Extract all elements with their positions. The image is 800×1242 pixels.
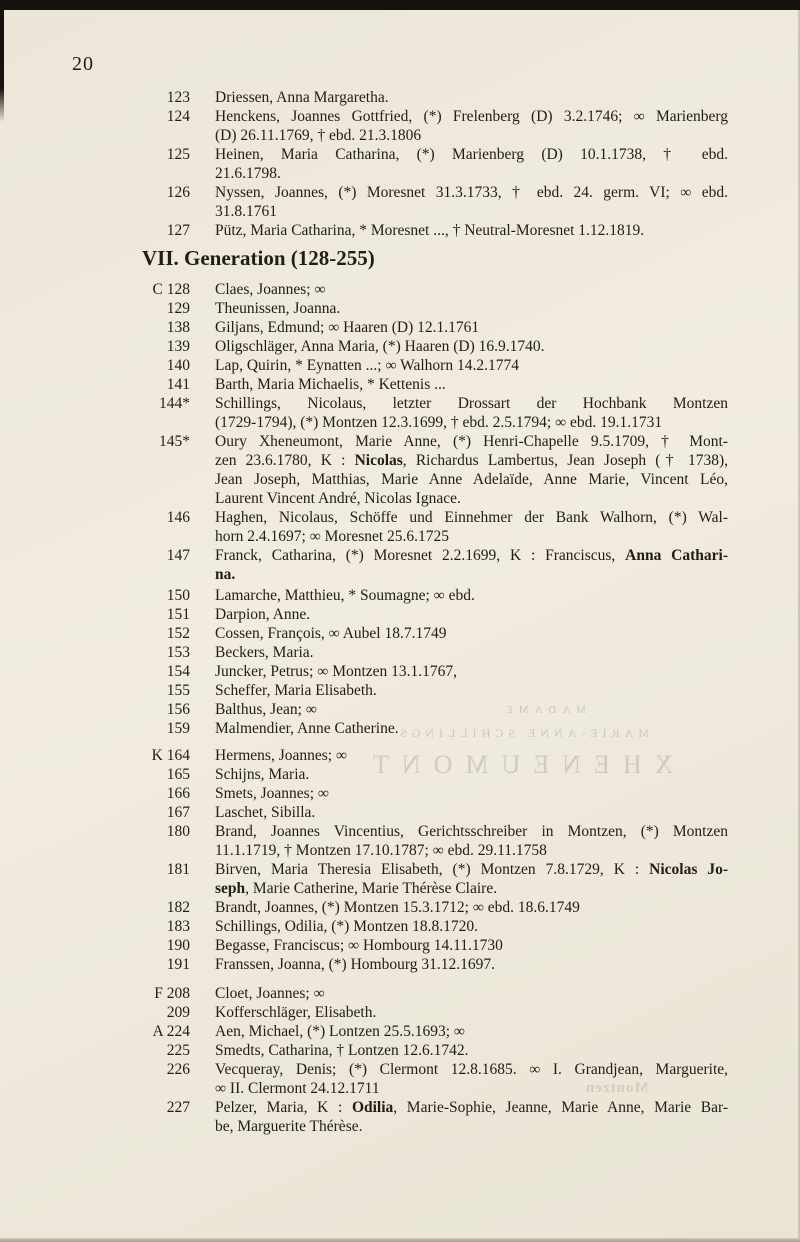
text-line: Aen, Michael, (*) Lontzen 25.5.1693; ∞ xyxy=(215,1023,465,1040)
text-line: Schijns, Maria. xyxy=(215,766,310,783)
text-line: Brand, Joannes Vincentius, Gerichtsschreiber in Montzen, (*) Montzen xyxy=(215,823,728,840)
entry-text xyxy=(215,936,728,955)
entry-text xyxy=(215,643,728,662)
text-line: seph, Marie Catherine, Marie Thérèse Claire. xyxy=(215,880,498,897)
text-line: 21.6.1798. xyxy=(215,165,281,182)
text-line: Nyssen, Joannes, (*) Moresnet 31.3.1733, † ebd. 24. germ. VI; ∞ ebd. xyxy=(215,184,728,201)
entry-text xyxy=(215,432,728,508)
entry-number: 147 xyxy=(166,547,190,564)
entry-list-generation-6-tail xyxy=(72,88,728,240)
entry-number: 153 xyxy=(166,644,190,661)
text-line: Cossen, François, ∞ Aubel 18.7.1749 xyxy=(215,625,447,642)
scan-edge-left xyxy=(0,10,4,122)
entry-row xyxy=(72,1022,728,1041)
text-line: Vecqueray, Denis; (*) Clermont 12.8.1685. ∞ I. Grandjean, Marguerite, xyxy=(215,1061,728,1078)
entry-row xyxy=(72,719,728,738)
entry-row xyxy=(72,1003,728,1022)
text-line: Jean Joseph, Matthias, Marie Anne Adelaïde, Anne Marie, Vincent Léo, xyxy=(215,471,728,488)
entry-text xyxy=(215,700,728,719)
entry-text xyxy=(215,337,728,356)
bleed-through-text: XHENEUMONT xyxy=(360,750,674,779)
entry-row xyxy=(72,624,728,643)
entry-row xyxy=(72,605,728,624)
entry-row xyxy=(72,221,728,240)
entry-number: 140 xyxy=(166,357,190,374)
entry-number: C 128 xyxy=(152,281,190,298)
entry-number: 209 xyxy=(166,1004,190,1021)
entry-text xyxy=(215,394,728,432)
bleed-through-text: MARIE-ANNE SCHILLINGS xyxy=(395,726,649,740)
entry-number: 190 xyxy=(166,937,190,954)
entry-text xyxy=(215,88,728,107)
text-line: Oligschläger, Anna Maria, (*) Haaren (D) 16.9.1740. xyxy=(215,338,545,355)
text-line: Lap, Quirin, * Eynatten ...; ∞ Walhorn 14.2.1774 xyxy=(215,357,519,374)
entry-row xyxy=(72,784,728,803)
entry-list-group-c xyxy=(72,280,728,584)
text-line: Laurent Vincent André, Nicolas Ignace. xyxy=(215,490,461,507)
entry-text xyxy=(215,1098,728,1136)
entry-row xyxy=(72,860,728,898)
text-line: ∞ II. Clermont 24.12.1711 xyxy=(215,1080,380,1097)
text-line: Haghen, Nicolaus, Schöffe und Einnehmer der Bank Walhorn, (*) Wal- xyxy=(215,509,728,526)
entry-number: 183 xyxy=(166,918,190,935)
entry-number: F 208 xyxy=(154,985,190,1002)
entry-text xyxy=(215,1022,728,1041)
entry-number: 165 xyxy=(166,766,190,783)
text-line: Schillings, Nicolaus, letzter Drossart der Hochbank Montzen xyxy=(215,395,728,412)
text-line: zen 23.6.1780, K : Nicolas, Richardus Lambertus, Jean Joseph († 1738), xyxy=(215,452,728,469)
entry-text xyxy=(215,508,728,546)
entry-row xyxy=(72,662,728,681)
entry-text xyxy=(215,860,728,898)
scan-edge-top xyxy=(0,0,800,10)
entry-row xyxy=(72,1098,728,1136)
entry-text xyxy=(215,746,728,765)
entry-text xyxy=(215,784,728,803)
entry-text xyxy=(215,221,728,240)
entry-row xyxy=(72,508,728,546)
entry-list-group-k xyxy=(72,746,728,974)
entry-row xyxy=(72,183,728,221)
text-line: Smets, Joannes; ∞ xyxy=(215,785,329,802)
entry-row xyxy=(72,803,728,822)
entry-text xyxy=(215,546,728,584)
entry-text xyxy=(215,299,728,318)
entry-number: 144* xyxy=(159,395,190,412)
entry-text xyxy=(215,681,728,700)
text-line: be, Marguerite Thérèse. xyxy=(215,1118,363,1135)
entry-row xyxy=(72,318,728,337)
text-line: Claes, Joannes; ∞ xyxy=(215,281,326,298)
entry-text xyxy=(215,803,728,822)
entry-row xyxy=(72,765,728,784)
text-line: Scheffer, Maria Elisabeth. xyxy=(215,682,377,699)
entry-list-group-f xyxy=(72,984,728,1136)
entry-text xyxy=(215,605,728,624)
entry-row xyxy=(72,375,728,394)
entry-number: 146 xyxy=(166,509,190,526)
entry-number: 127 xyxy=(166,222,190,239)
entry-number: K 164 xyxy=(151,747,190,764)
text-line: Hermens, Joannes; ∞ xyxy=(215,747,348,764)
entry-text xyxy=(215,1041,728,1060)
entry-number: 167 xyxy=(166,804,190,821)
page-content xyxy=(72,52,728,1136)
entry-text xyxy=(215,280,728,299)
entry-text xyxy=(215,1060,728,1098)
text-line: Henckens, Joannes Gottfried, (*) Frelenberg (D) 3.2.1746; ∞ Marienberg xyxy=(215,108,728,125)
entry-number: 156 xyxy=(166,701,190,718)
entry-row xyxy=(72,88,728,107)
text-line: 31.8.1761 xyxy=(215,203,277,220)
entry-row xyxy=(72,1060,728,1098)
entry-text xyxy=(215,586,728,605)
text-line: Birven, Maria Theresia Elisabeth, (*) Montzen 7.8.1729, K : Nicolas Jo- xyxy=(215,861,728,878)
entry-number: 125 xyxy=(166,146,190,163)
entry-row xyxy=(72,432,728,508)
text-line: 11.1.1719, † Montzen 17.10.1787; ∞ ebd. 29.11.1758 xyxy=(215,842,547,859)
entry-number: 145* xyxy=(159,433,190,450)
entry-number: 126 xyxy=(166,184,190,201)
entry-row xyxy=(72,394,728,432)
entry-number: 159 xyxy=(166,720,190,737)
text-line: Kofferschläger, Elisabeth. xyxy=(215,1004,377,1021)
entry-row xyxy=(72,822,728,860)
page-number: 20 xyxy=(72,53,94,75)
entry-text xyxy=(215,662,728,681)
entry-row xyxy=(72,746,728,765)
text-line: horn 2.4.1697; ∞ Moresnet 25.6.1725 xyxy=(215,528,450,545)
text-line: Franssen, Joanna, (*) Hombourg 31.12.1697. xyxy=(215,956,495,973)
text-line: Driessen, Anna Margaretha. xyxy=(215,89,389,106)
text-line: Malmendier, Anne Catherine. xyxy=(215,720,399,737)
text-line: Franck, Catharina, (*) Moresnet 2.2.1699, K : Franciscus, Anna Cathari- xyxy=(215,547,729,564)
text-line: na. xyxy=(215,566,236,583)
text-line: Balthus, Jean; ∞ xyxy=(215,701,317,718)
entry-text xyxy=(215,183,728,221)
text-line: Heinen, Maria Catharina, (*) Marienberg (D) 10.1.1738, † ebd. xyxy=(215,146,728,163)
bleed-through-text: MADAME xyxy=(500,704,587,716)
text-line: Pütz, Maria Catharina, * Moresnet ..., † Neutral-Moresnet 1.12.1819. xyxy=(215,222,645,239)
entry-number: 166 xyxy=(166,785,190,802)
text-line: Giljans, Edmund; ∞ Haaren (D) 12.1.1761 xyxy=(215,319,480,336)
entry-number: 227 xyxy=(166,1099,190,1116)
text-line: Smedts, Catharina, † Lontzen 12.6.1742. xyxy=(215,1042,469,1059)
entry-number: 150 xyxy=(166,587,190,604)
entry-text xyxy=(215,822,728,860)
text-line: (1729-1794), (*) Montzen 12.3.1699, † ebd. 2.5.1794; ∞ ebd. 19.1.1731 xyxy=(215,414,663,431)
scan-edge-bottom xyxy=(0,1238,800,1242)
entry-number: 181 xyxy=(166,861,190,878)
entry-row xyxy=(72,917,728,936)
entry-row xyxy=(72,107,728,145)
entry-number: 225 xyxy=(166,1042,190,1059)
entry-text xyxy=(215,318,728,337)
entry-row xyxy=(72,643,728,662)
text-line: Darpion, Anne. xyxy=(215,606,311,623)
entry-number: 123 xyxy=(166,89,190,106)
entry-text xyxy=(215,375,728,394)
entry-row xyxy=(72,1041,728,1060)
entry-text xyxy=(215,356,728,375)
entry-number: 139 xyxy=(166,338,190,355)
text-line: Juncker, Petrus; ∞ Montzen 13.1.1767, xyxy=(215,663,458,680)
text-line: Beckers, Maria. xyxy=(215,644,314,661)
text-line: Oury Xheneumont, Marie Anne, (*) Henri-Chapelle 9.5.1709, † Mont- xyxy=(215,433,728,450)
entry-text xyxy=(215,765,728,784)
entry-row xyxy=(72,145,728,183)
text-line: Barth, Maria Michaelis, * Kettenis ... xyxy=(215,376,446,393)
entry-row xyxy=(72,280,728,299)
bleed-through-text: Montzen xyxy=(585,1080,649,1096)
entry-row xyxy=(72,299,728,318)
entry-row xyxy=(72,984,728,1003)
text-line: Cloet, Joannes; ∞ xyxy=(215,985,325,1002)
entry-text xyxy=(215,917,728,936)
entry-number: 124 xyxy=(166,108,190,125)
entry-number: 154 xyxy=(166,663,190,680)
entry-row xyxy=(72,955,728,974)
text-line: Laschet, Sibilla. xyxy=(215,804,316,821)
entry-row xyxy=(72,681,728,700)
text-line: (D) 26.11.1769, † ebd. 21.3.1806 xyxy=(215,127,422,144)
section-heading: VII. Generation (128-255) xyxy=(142,246,375,270)
entry-number: 141 xyxy=(166,376,190,393)
entry-text xyxy=(215,955,728,974)
entry-text xyxy=(215,1003,728,1022)
entry-row xyxy=(72,546,728,584)
entry-row xyxy=(72,898,728,917)
entry-row xyxy=(72,337,728,356)
entry-text xyxy=(215,719,728,738)
entry-number: 191 xyxy=(166,956,190,973)
entry-number: 180 xyxy=(166,823,190,840)
entry-number: 182 xyxy=(166,899,190,916)
entry-text xyxy=(215,624,728,643)
entry-row xyxy=(72,586,728,605)
entry-text xyxy=(215,107,728,145)
entry-row xyxy=(72,356,728,375)
entry-row xyxy=(72,936,728,955)
entry-row xyxy=(72,700,728,719)
entry-number: 155 xyxy=(166,682,190,699)
text-line: Schillings, Odilia, (*) Montzen 18.8.1720. xyxy=(215,918,479,935)
entry-number: 226 xyxy=(166,1061,190,1078)
entry-number: 152 xyxy=(166,625,190,642)
entry-text xyxy=(215,898,728,917)
text-line: Pelzer, Maria, K : Odilia, Marie-Sophie, Jeanne, Marie Anne, Marie Bar- xyxy=(215,1099,728,1116)
entry-number: 151 xyxy=(166,606,190,623)
entry-text xyxy=(215,984,728,1003)
text-line: Theunissen, Joanna. xyxy=(215,300,341,317)
entry-text xyxy=(215,145,728,183)
entry-list-group-150 xyxy=(72,586,728,738)
entry-number: 138 xyxy=(166,319,190,336)
text-line: Lamarche, Matthieu, * Soumagne; ∞ ebd. xyxy=(215,587,475,604)
text-line: Begasse, Franciscus; ∞ Hombourg 14.11.1730 xyxy=(215,937,503,954)
text-line: Brandt, Joannes, (*) Montzen 15.3.1712; ∞ ebd. 18.6.1749 xyxy=(215,899,580,916)
entry-number: A 224 xyxy=(152,1023,190,1040)
entry-number: 129 xyxy=(166,300,190,317)
